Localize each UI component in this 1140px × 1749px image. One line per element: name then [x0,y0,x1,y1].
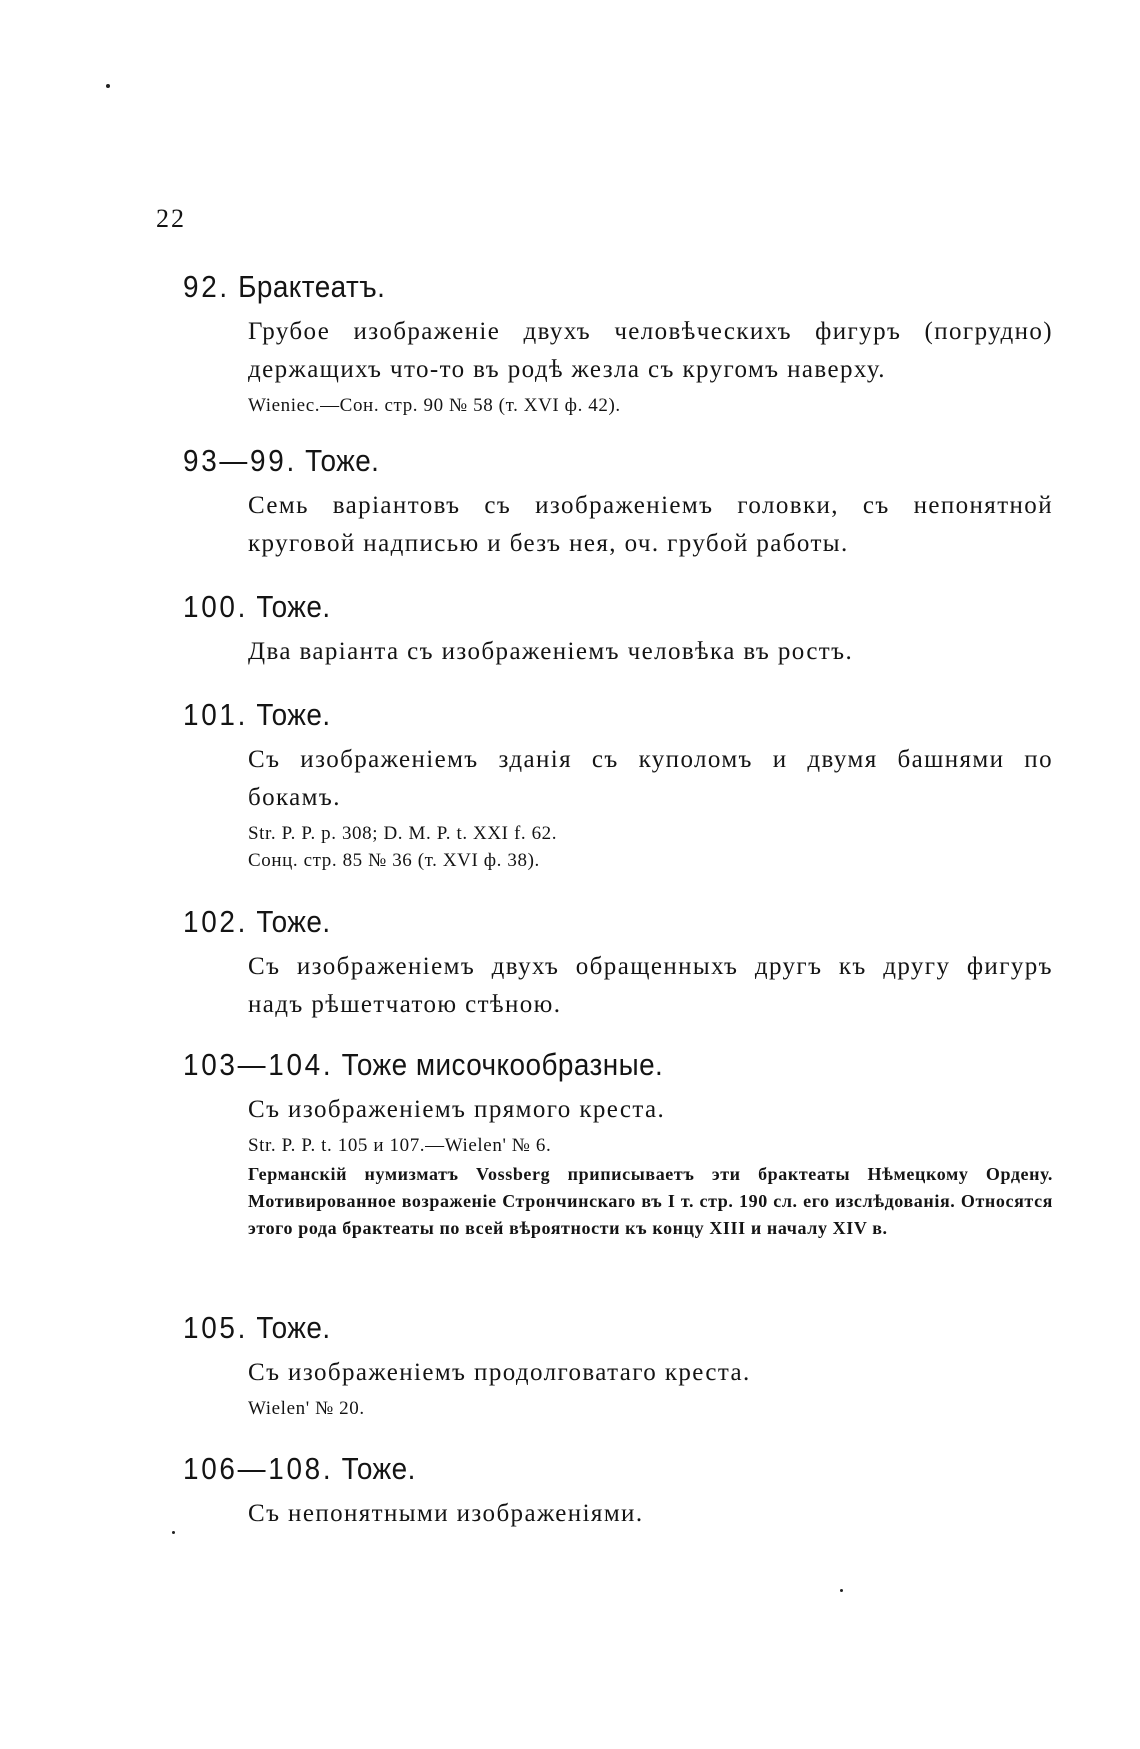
entry-reference: Wieniec.—Сон. стр. 90 № 58 (т. XVI ф. 42). [248,395,621,416]
entry-description: Съ непонятными изображеніями. [248,1500,644,1527]
entry-body [248,741,1053,874]
entry-description: Семь варіантовъ съ изображеніемъ головки, съ непонятной круговой надписью и безъ нея, оч. грубой работы. [248,492,1053,557]
page-number: 22 [156,204,186,233]
entry-number: 101. [183,697,249,732]
entry-reference: Wielen' № 20. [248,1398,365,1419]
entry-number: 106—108. [183,1451,334,1486]
entry-body [248,313,1053,419]
scan-speck [106,84,110,88]
entry-heading [183,902,966,942]
entry-body [248,1495,1053,1533]
entry-heading [183,441,966,481]
entry-heading [183,695,966,735]
entry-reference: Сонц. стр. 85 № 36 (т. XVI ф. 38). [248,850,540,871]
entry-number: 92. [183,269,230,304]
entry-title: Тоже. [341,1451,416,1486]
entry-description: Грубое изображеніе двухъ человѣческихъ фигуръ (погрудно) держащихъ что-то въ родѣ жезла съ кругомъ наверху. [248,318,1053,383]
entry-heading [183,1308,966,1348]
entry-title: Тоже. [256,589,331,624]
catalog-entry [183,267,1053,419]
catalog-entry [183,1308,1053,1422]
entry-description: Съ изображеніемъ зданія съ куполомъ и двумя башнями по бокамъ. [248,746,1053,811]
scan-speck [840,1589,843,1592]
entry-heading [183,1449,966,1489]
catalog-entry [183,902,1053,1024]
entry-number: 93—99. [183,443,297,478]
entry-description: Съ изображеніемъ двухъ обращенныхъ другъ къ другу фигуръ надъ рѣшетчатою стѣною. [248,953,1053,1018]
entry-description: Два варіанта съ изображеніемъ человѣка въ ростъ. [248,638,854,665]
entry-number: 103—104. [183,1047,334,1082]
entry-number: 100. [183,589,249,624]
entry-description: Съ изображеніемъ прямого креста. [248,1096,666,1123]
catalog-entry [183,1449,1053,1533]
entry-reference: Str. P. P. t. 105 и 107.—Wielen' № 6. [248,1135,552,1156]
entry-body [248,487,1053,563]
entry-heading [183,267,966,307]
scan-speck [172,1531,175,1534]
entry-title: Тоже. [256,697,331,732]
catalog-entry [183,441,1053,563]
entry-title: Тоже. [256,904,331,939]
catalog-entry [183,695,1053,874]
entry-title: Брактеатъ. [238,269,386,304]
entry-body [248,948,1053,1024]
entry-title: Тоже. [305,443,380,478]
catalog-entry [183,587,1053,671]
entry-number: 105. [183,1310,249,1345]
catalog-entry [183,1045,1053,1242]
entry-title: Тоже мисочкообразные. [341,1047,664,1082]
entry-note: Германскій нумизматъ Vossberg приписываетъ эти брактеаты Нѣмецкому Ордену. Мотивированное возраженіе Стрончинскаго въ I т. стр. 190 сл. его изслѣдованія. Относятся этого рода брактеаты по всей вѣроятности къ концу XIII и началу XIV в. [248,1164,1053,1238]
entry-body [248,1354,1053,1422]
entry-description: Съ изображеніемъ продолговатаго креста. [248,1359,751,1386]
entry-reference: Str. P. P. p. 308; D. M. P. t. XXI f. 62. [248,823,558,844]
entry-title: Тоже. [256,1310,331,1345]
entry-number: 102. [183,904,249,939]
entry-heading [183,587,966,627]
entry-heading [183,1045,966,1085]
entry-body [248,633,1053,671]
entry-body [248,1091,1053,1242]
